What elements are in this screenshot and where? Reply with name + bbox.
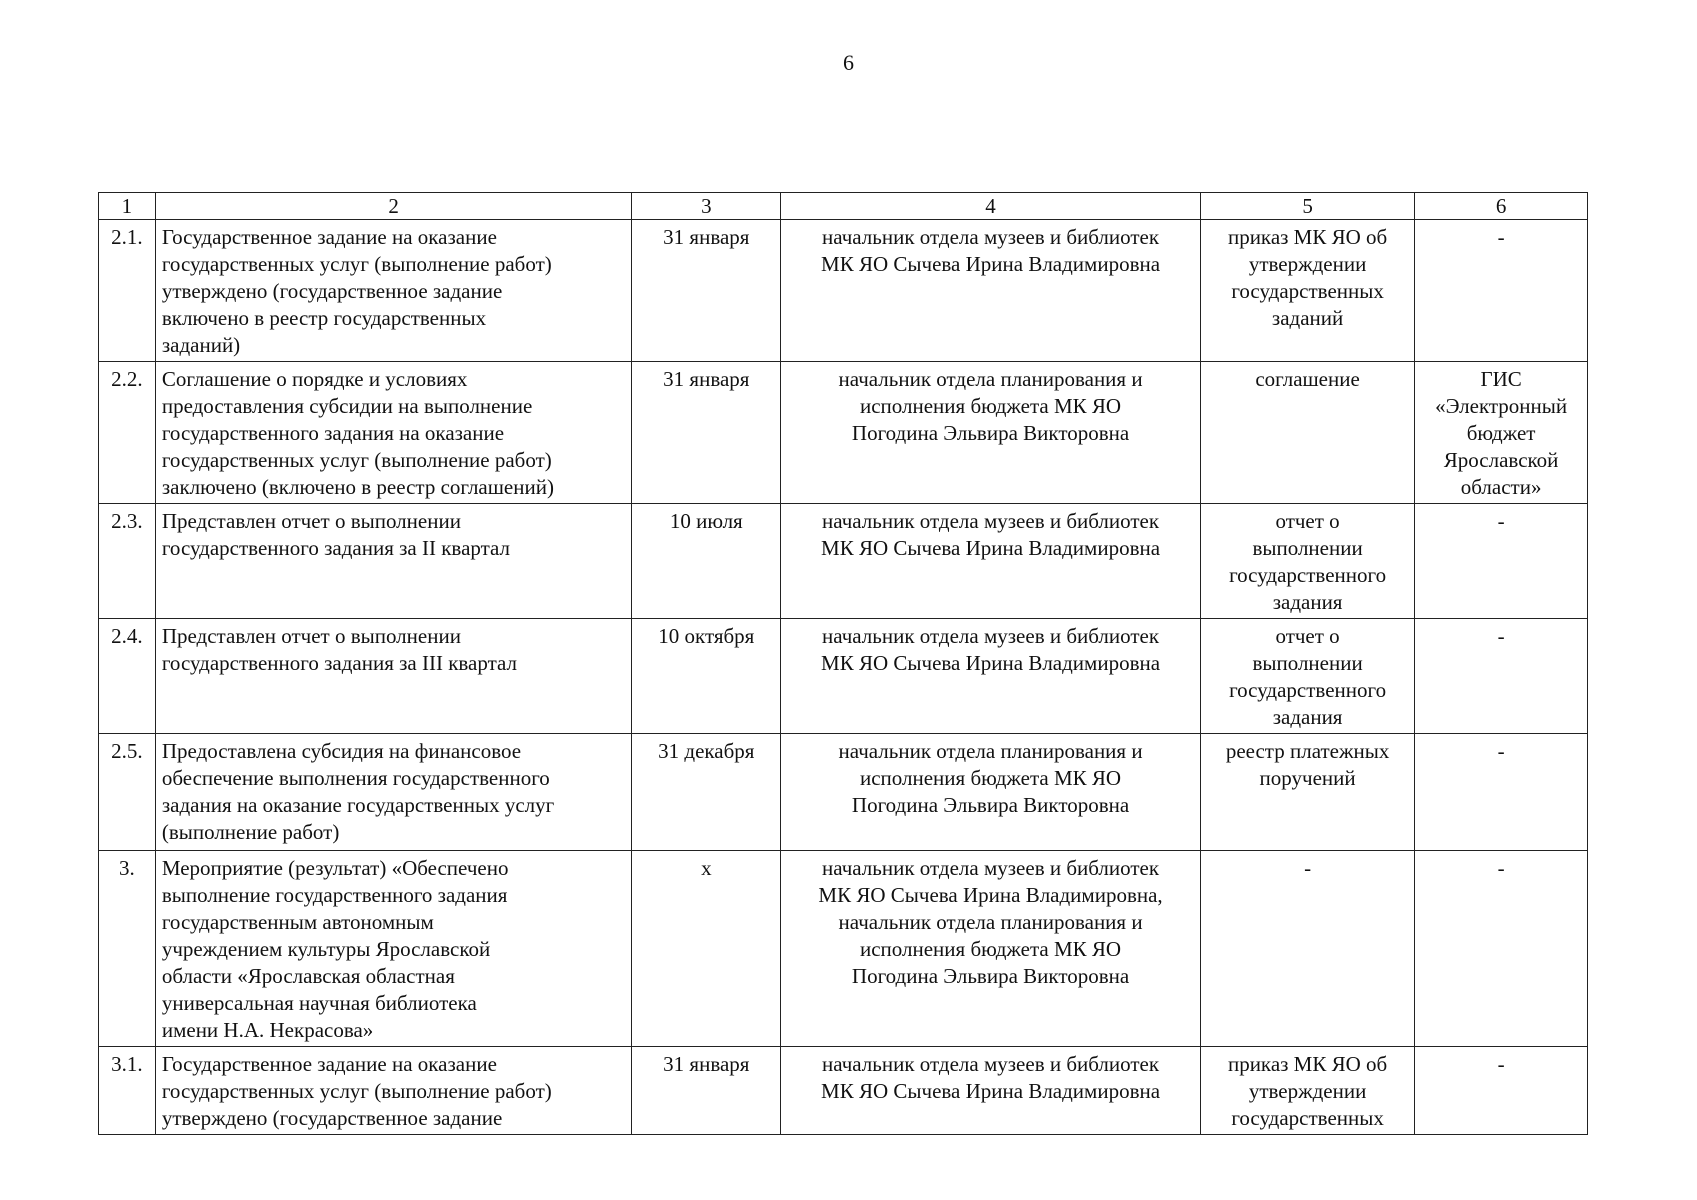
cell-text-line: - — [1304, 856, 1312, 880]
cell-text-line: (выполнение работ) — [161, 820, 340, 844]
description-cell — [155, 504, 632, 619]
cell-text-line: государственного — [1229, 678, 1387, 702]
responsible-cell — [781, 362, 1201, 504]
responsible-cell — [781, 734, 1201, 851]
cell-text-line: учреждением культуры Ярославской — [161, 937, 491, 961]
system-cell — [1415, 220, 1588, 362]
cell-text-line: государственных услуг (выполнение работ) — [161, 1079, 552, 1103]
column-header: 5 — [1200, 193, 1414, 220]
cell-text-line: «Электронный — [1435, 394, 1568, 418]
description-cell — [155, 851, 632, 1047]
cell-text-line: Предоставлена субсидия на финансовое — [161, 739, 522, 763]
cell-text-line: начальник отдела планирования и — [838, 910, 1143, 934]
cell-text-line: приказ МК ЯО об — [1227, 225, 1388, 249]
cell-text-line: государственного задания на оказание — [161, 421, 505, 445]
cell-text-line: Соглашение о порядке и условиях — [161, 367, 468, 391]
table-row — [99, 504, 1588, 619]
document-cell — [1200, 362, 1414, 504]
description-cell — [155, 220, 632, 362]
column-header: 3 — [632, 193, 781, 220]
cell-text-line: Погодина Эльвира Викторовна — [851, 421, 1130, 445]
document-cell — [1200, 220, 1414, 362]
row-number-cell: 2.4. — [99, 619, 156, 734]
cell-text-line: - — [1497, 509, 1505, 533]
cell-text-line: выполнении — [1252, 536, 1363, 560]
cell-text-line: - — [1497, 1052, 1505, 1076]
system-cell — [1415, 619, 1588, 734]
cell-text-line: задания на оказание государственных услуг — [161, 793, 555, 817]
cell-text-line: универсальная научная библиотека — [161, 991, 477, 1015]
cell-text-line: МК ЯО Сычева Ирина Владимировна, — [818, 883, 1163, 907]
row-number-cell: 2.5. — [99, 734, 156, 851]
column-header: 6 — [1415, 193, 1588, 220]
table-row — [99, 362, 1588, 504]
cell-text-line: Ярославской — [1443, 448, 1559, 472]
row-number-cell: 2.2. — [99, 362, 156, 504]
cell-text-line: области» — [1460, 475, 1542, 499]
document-cell — [1200, 1047, 1414, 1135]
cell-text-line: имени Н.А. Некрасова» — [161, 1018, 374, 1042]
cell-text-line: государственных услуг (выполнение работ) — [161, 252, 552, 276]
cell-text-line: исполнения бюджета МК ЯО — [860, 766, 1122, 790]
cell-text-line: исполнения бюджета МК ЯО — [860, 937, 1122, 961]
cell-text-line: Погодина Эльвира Викторовна — [851, 964, 1130, 988]
cell-text-line: обеспечение выполнения государственного — [161, 766, 550, 790]
system-cell — [1415, 504, 1588, 619]
document-cell — [1200, 851, 1414, 1047]
responsible-cell — [781, 619, 1201, 734]
deadline-cell: 31 декабря — [632, 734, 781, 851]
cell-text-line: начальник отдела музеев и библиотек — [822, 856, 1160, 880]
table-row — [99, 1047, 1588, 1135]
cell-text-line: государственного — [1229, 563, 1387, 587]
deadline-cell: 31 января — [632, 362, 781, 504]
deadline-cell: 31 января — [632, 1047, 781, 1135]
row-number-cell: 3. — [99, 851, 156, 1047]
cell-text-line: Государственное задание на оказание — [161, 1052, 497, 1076]
deadline-cell: х — [632, 851, 781, 1047]
cell-text-line: государственного задания за III квартал — [161, 651, 518, 675]
cell-text-line: государственным автономным — [161, 910, 434, 934]
cell-text-line: государственных — [1231, 279, 1384, 303]
cell-text-line: начальник отдела музеев и библиотек — [822, 624, 1160, 648]
cell-text-line: утверждено (государственное задание — [161, 1106, 503, 1130]
cell-text-line: - — [1497, 225, 1505, 249]
cell-text-line: ГИС — [1480, 367, 1522, 391]
cell-text-line: выполнении — [1252, 651, 1363, 675]
cell-text-line: утверждении — [1248, 1079, 1367, 1103]
cell-text-line: государственных — [1231, 1106, 1384, 1130]
cell-text-line: государственного задания за II квартал — [161, 536, 511, 560]
column-header: 1 — [99, 193, 156, 220]
cell-text-line: - — [1497, 739, 1505, 763]
column-header: 2 — [155, 193, 632, 220]
cell-text-line: начальник отдела музеев и библиотек — [822, 509, 1160, 533]
cell-text-line: отчет о — [1275, 509, 1340, 533]
header-row — [99, 193, 1588, 220]
cell-text-line: приказ МК ЯО об — [1227, 1052, 1388, 1076]
cell-text-line: задания — [1272, 705, 1343, 729]
row-number-cell: 3.1. — [99, 1047, 156, 1135]
description-cell — [155, 734, 632, 851]
row-number-cell: 2.1. — [99, 220, 156, 362]
description-cell — [155, 619, 632, 734]
cell-text-line: соглашение — [1255, 367, 1360, 391]
cell-text-line: начальник отдела музеев и библиотек — [822, 1052, 1160, 1076]
table-row — [99, 619, 1588, 734]
description-cell — [155, 1047, 632, 1135]
responsible-cell — [781, 504, 1201, 619]
cell-text-line: реестр платежных — [1225, 739, 1390, 763]
page-number: 6 — [843, 50, 854, 75]
table-row — [99, 734, 1588, 851]
row-number-cell: 2.3. — [99, 504, 156, 619]
system-cell — [1415, 734, 1588, 851]
cell-text-line: начальник отдела планирования и — [838, 367, 1143, 391]
plan-table — [98, 192, 1588, 1135]
deadline-cell: 10 октября — [632, 619, 781, 734]
cell-text-line: отчет о — [1275, 624, 1340, 648]
cell-text-line: Представлен отчет о выполнении — [161, 624, 461, 648]
table-row — [99, 851, 1588, 1047]
deadline-cell: 10 июля — [632, 504, 781, 619]
cell-text-line: области «Ярославская областная — [161, 964, 455, 988]
cell-text-line: заданий — [1271, 306, 1344, 330]
table-row — [99, 220, 1588, 362]
cell-text-line: включено в реестр государственных — [161, 306, 487, 330]
cell-text-line: поручений — [1259, 766, 1356, 790]
cell-text-line: начальник отдела планирования и — [838, 739, 1143, 763]
responsible-cell — [781, 1047, 1201, 1135]
cell-text-line: предоставления субсидии на выполнение — [161, 394, 533, 418]
cell-text-line: утверждении — [1248, 252, 1367, 276]
cell-text-line: - — [1497, 856, 1505, 880]
deadline-cell: 31 января — [632, 220, 781, 362]
cell-text-line: исполнения бюджета МК ЯО — [860, 394, 1122, 418]
cell-text-line: заключено (включено в реестр соглашений) — [161, 475, 554, 499]
cell-text-line: государственных услуг (выполнение работ) — [161, 448, 552, 472]
cell-text-line: МК ЯО Сычева Ирина Владимировна — [821, 536, 1161, 560]
description-cell — [155, 362, 632, 504]
cell-text-line: заданий) — [161, 333, 241, 357]
cell-text-line: задания — [1272, 590, 1343, 614]
system-cell — [1415, 362, 1588, 504]
cell-text-line: МК ЯО Сычева Ирина Владимировна — [821, 651, 1161, 675]
cell-text-line: начальник отдела музеев и библиотек — [822, 225, 1160, 249]
responsible-cell — [781, 851, 1201, 1047]
document-cell — [1200, 734, 1414, 851]
cell-text-line: Государственное задание на оказание — [161, 225, 497, 249]
cell-text-line: Погодина Эльвира Викторовна — [851, 793, 1130, 817]
system-cell — [1415, 1047, 1588, 1135]
document-cell — [1200, 504, 1414, 619]
cell-text-line: МК ЯО Сычева Ирина Владимировна — [821, 252, 1161, 276]
cell-text-line: МК ЯО Сычева Ирина Владимировна — [821, 1079, 1161, 1103]
cell-text-line: - — [1497, 624, 1505, 648]
column-header: 4 — [781, 193, 1201, 220]
cell-text-line: бюджет — [1466, 421, 1536, 445]
cell-text-line: утверждено (государственное задание — [161, 279, 503, 303]
document-cell — [1200, 619, 1414, 734]
cell-text-line: Представлен отчет о выполнении — [161, 509, 461, 533]
cell-text-line: Мероприятие (результат) «Обеспечено — [161, 856, 509, 880]
cell-text-line: выполнение государственного задания — [161, 883, 508, 907]
responsible-cell — [781, 220, 1201, 362]
system-cell — [1415, 851, 1588, 1047]
